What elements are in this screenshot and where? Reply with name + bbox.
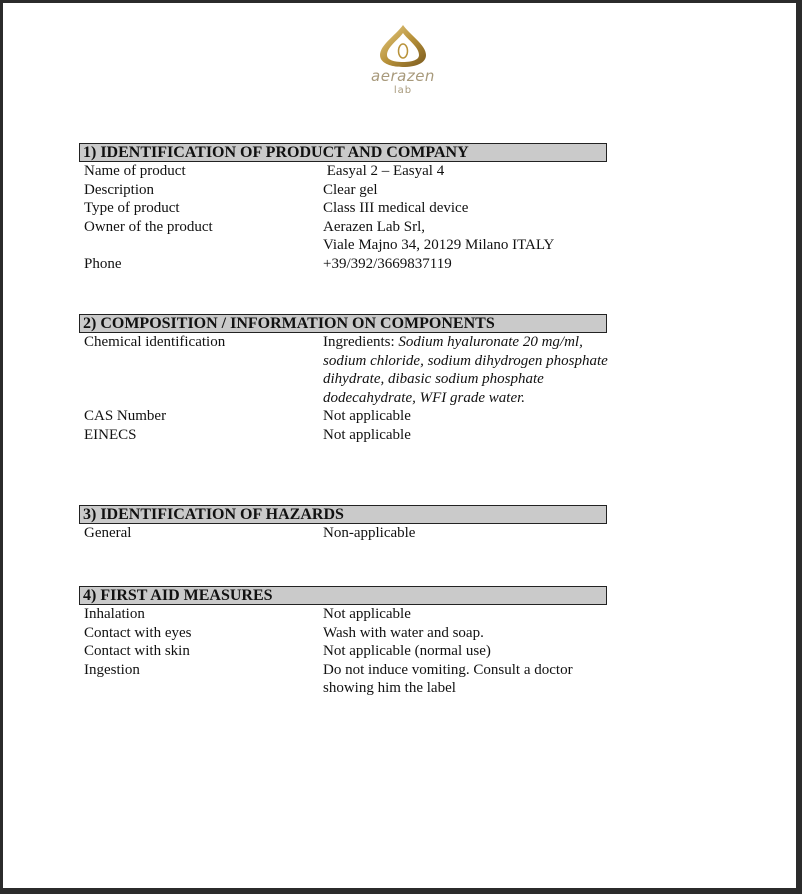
section-header: 4) FIRST AID MEASURES <box>79 586 607 605</box>
info-row <box>79 181 607 200</box>
info-row <box>79 661 607 698</box>
row-value: +39/392/3669837119 <box>323 255 452 272</box>
info-row <box>79 426 607 445</box>
row-label: Type of product <box>84 200 180 216</box>
info-row <box>79 333 607 407</box>
logo-sub-text: lab <box>393 85 413 96</box>
info-row <box>79 642 607 661</box>
info-row <box>79 524 607 543</box>
row-label: Description <box>84 181 154 198</box>
section-header: 2) COMPOSITION / INFORMATION ON COMPONENTS <box>79 314 607 333</box>
info-row <box>79 605 607 624</box>
row-value: Clear gel <box>323 181 378 198</box>
info-row <box>79 199 607 218</box>
row-value: Do not induce vomiting. Consult a doctor showing him the label <box>323 661 573 696</box>
row-label: Contact with eyes <box>84 624 192 641</box>
row-value <box>323 333 613 407</box>
section-hazards <box>79 505 607 543</box>
row-label: EINECS <box>84 426 137 443</box>
ingredients-prefix: Ingredients: <box>323 334 399 350</box>
ingredients-list: Sodium hyaluronate 20 mg/ml, sodium chloride, sodium dihydrogen phosphate dihydrate, dibasic sodium phosphate dodecahydrate, WFI grade water. <box>323 334 608 406</box>
row-label: Owner of the product <box>84 218 213 235</box>
company-logo <box>360 23 446 103</box>
info-row <box>79 236 607 255</box>
document-page <box>3 3 796 888</box>
logo-brand-text: aerazen <box>371 67 435 85</box>
row-value: Aerazen Lab Srl, <box>323 218 426 235</box>
row-value: Easyal 2 – Easyal 4 <box>323 163 445 179</box>
section-composition <box>79 314 607 444</box>
info-row <box>79 255 607 274</box>
row-label: Ingestion <box>84 661 140 678</box>
row-label: CAS Number <box>84 408 167 424</box>
row-label: Phone <box>84 255 122 272</box>
section-first-aid <box>79 586 607 698</box>
drop-logo-icon <box>360 23 446 69</box>
section-header: 3) IDENTIFICATION OF HAZARDS <box>79 505 607 524</box>
row-value: Not applicable <box>323 408 411 424</box>
info-row <box>79 407 607 426</box>
row-value: Non-applicable <box>323 525 416 541</box>
section-identification <box>79 143 607 273</box>
row-value: Class III medical device <box>323 200 469 216</box>
row-value: Not applicable (normal use) <box>323 643 491 659</box>
info-row <box>79 624 607 643</box>
row-label: Chemical identification <box>84 334 226 350</box>
row-label: Name of product <box>84 163 186 179</box>
row-value: Not applicable <box>323 426 411 443</box>
row-value: Wash with water and soap. <box>323 624 484 641</box>
info-row <box>79 218 607 237</box>
row-value: Viale Majno 34, 20129 Milano ITALY <box>323 237 555 253</box>
row-label: Contact with skin <box>84 643 190 659</box>
info-row <box>79 162 607 181</box>
row-label: Inhalation <box>84 606 145 622</box>
section-header: 1) IDENTIFICATION OF PRODUCT AND COMPANY <box>79 143 607 162</box>
row-label: General <box>84 525 132 541</box>
row-value: Not applicable <box>323 606 411 622</box>
